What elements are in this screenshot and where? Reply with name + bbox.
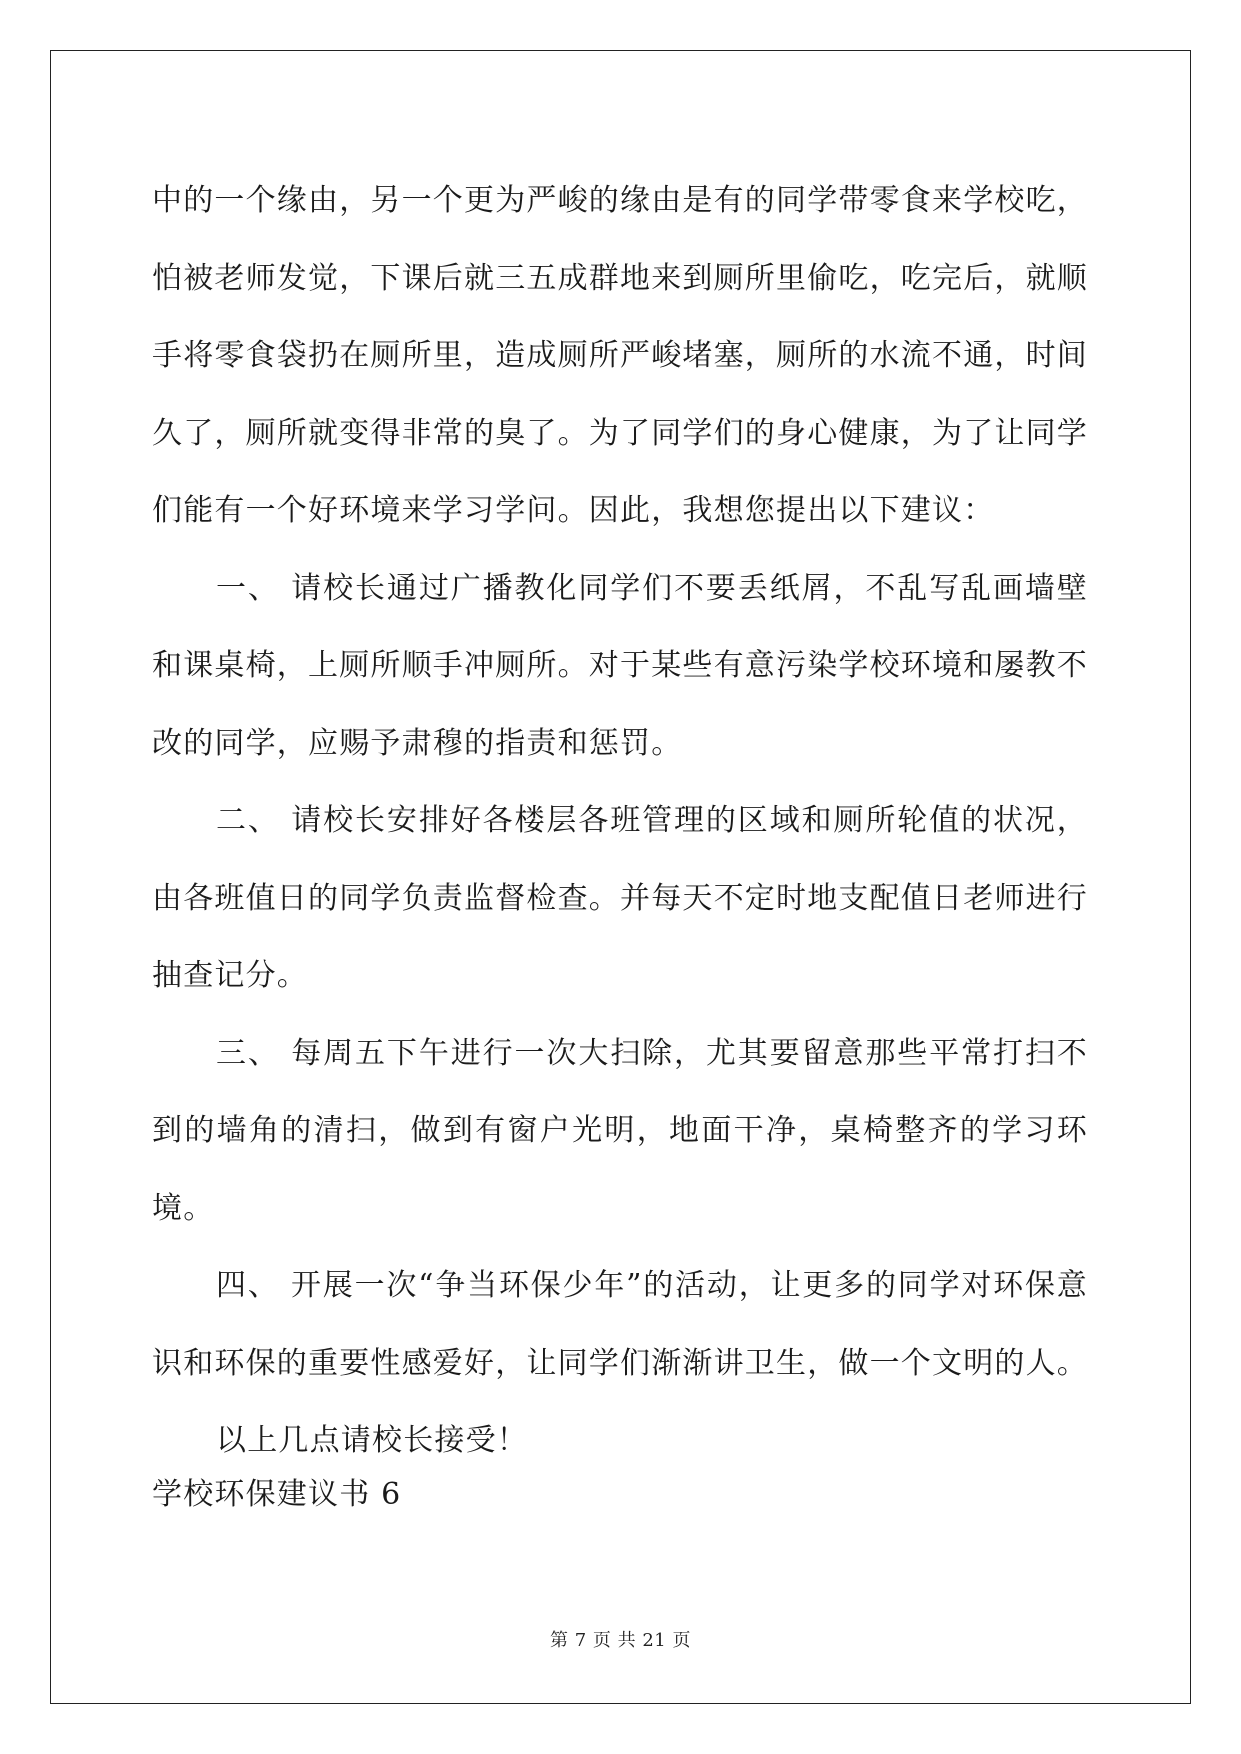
suggestion-1: 一、 请校长通过广播教化同学们不要丢纸屑，不乱写乱画墙壁和课桌椅，上厕所顺手冲厕所。对于某些有意污染学校环境和屡教不改的同学，应赐予肃穆的指责和惩罚。 bbox=[152, 570, 1088, 761]
page-number-footer: 第 7 页 共 21 页 bbox=[550, 1630, 691, 1651]
section-heading: 学校环保建议书 6 bbox=[152, 1477, 402, 1512]
suggestion-3: 三、 每周五下午进行一次大扫除，尤其要留意那些平常打扫不到的墙角的清扫，做到有窗户光明，地面干净，桌椅整齐的学习环境。 bbox=[152, 1035, 1088, 1226]
closing-line: 以上几点请校长接受！ bbox=[216, 1423, 528, 1458]
suggestion-4: 四、 开展一次“争当环保少年”的活动，让更多的同学对环保意识和环保的重要性感爱好，让同学们渐渐讲卫生，做一个文明的人。 bbox=[152, 1268, 1088, 1381]
document-body bbox=[152, 162, 1088, 1480]
body-paragraph: 中的一个缘由，另一个更为严峻的缘由是有的同学带零食来学校吃，怕被老师发觉，下课后就三五成群地来到厕所里偷吃，吃完后，就顺手将零食袋扔在厕所里，造成厕所严峻堵塞，厕所的水流不通，时间久了，厕所就变得非常的臭了。为了同学们的身心健康，为了让同学们能有一个好环境来学习学问。因此，我想您提出以下建议： bbox=[152, 183, 1088, 528]
suggestion-2: 二、 请校长安排好各楼层各班管理的区域和厕所轮值的状况，由各班值日的同学负责监督检查。并每天不定时地支配值日老师进行抽查记分。 bbox=[152, 803, 1088, 993]
